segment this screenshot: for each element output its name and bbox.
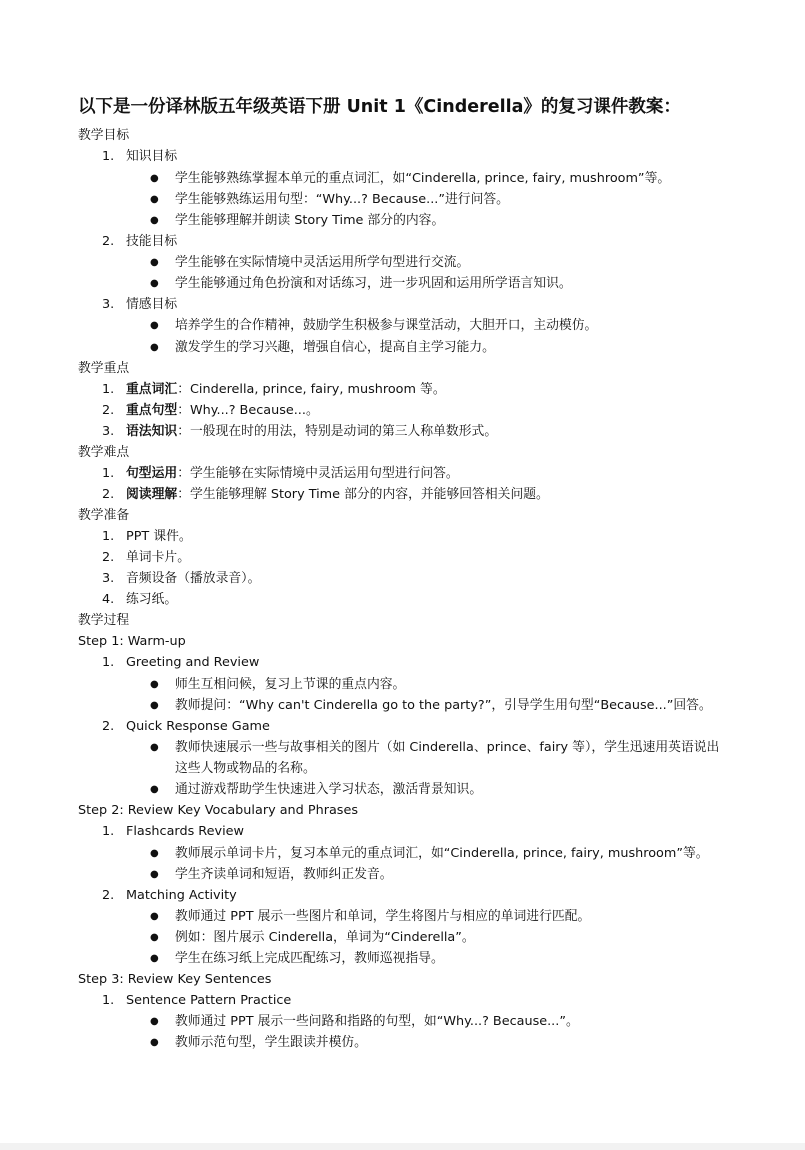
list-number: 1. [102, 466, 115, 481]
list-item-text: ：学生能够理解 Story Time 部分的内容，并能够回答相关问题。 [177, 487, 549, 502]
bullet-icon: ● [150, 215, 159, 226]
list-number: 3. [102, 424, 115, 439]
list-item [126, 381, 446, 398]
list-item-label: 重点词汇 [126, 382, 178, 397]
bullet-text: 师生互相问候，复习上节课的重点内容。 [175, 677, 406, 692]
list-item [126, 423, 497, 440]
bullet-icon: ● [150, 278, 159, 289]
bullet-text: 教师快速展示一些与故事相关的图片（如 Cinderella、prince、fairy 等），学生迅速用英语说出这些人物或物品的名称。 [175, 740, 720, 776]
bullet-icon: ● [150, 1016, 159, 1027]
list-item [126, 486, 549, 503]
list-item-text: 单词卡片。 [126, 550, 190, 565]
list-item-text: 练习纸。 [126, 592, 178, 607]
list-item-label: 语法知识 [126, 424, 178, 439]
bullet-icon: ● [150, 1037, 159, 1048]
list-item-text: ：Why...? Because...。 [177, 403, 319, 418]
section-heading-key-points: 教学重点 [78, 361, 130, 376]
section-heading-objectives: 教学目标 [78, 128, 130, 143]
bullet-text: 学生能够熟练运用句型：“Why...? Because...”进行问答。 [175, 192, 509, 207]
list-number: 4. [102, 592, 115, 607]
bullet-text: 例如：图片展示 Cinderella，单词为“Cinderella”。 [175, 930, 475, 945]
list-item-label: 技能目标 [126, 234, 178, 249]
bullet-text: 学生能够在实际情境中灵活运用所学句型进行交流。 [175, 255, 470, 270]
bullet-icon: ● [150, 742, 159, 753]
section-heading-preparation: 教学准备 [78, 508, 130, 523]
list-number: 1. [102, 824, 115, 839]
bullet-icon: ● [150, 320, 159, 331]
bullet-text: 教师展示单词卡片，复习本单元的重点词汇，如“Cinderella, prince, fairy, mushroom”等。 [175, 846, 709, 861]
section-heading-process: 教学过程 [78, 613, 130, 628]
section-heading-difficulties: 教学难点 [78, 445, 130, 460]
list-number: 1. [102, 655, 115, 670]
list-number: 1. [102, 993, 115, 1008]
list-number: 1. [102, 529, 115, 544]
list-number: 2. [102, 719, 115, 734]
list-number: 1. [102, 382, 115, 397]
bullet-icon: ● [150, 911, 159, 922]
bullet-icon: ● [150, 848, 159, 859]
list-item-text: ：Cinderella, prince, fairy, mushroom 等。 [177, 382, 446, 397]
list-number: 2. [102, 550, 115, 565]
list-item [126, 402, 319, 419]
bullet-text: 学生能够通过角色扮演和对话练习，进一步巩固和运用所学语言知识。 [175, 276, 572, 291]
list-number: 2. [102, 888, 115, 903]
list-item-label: Flashcards Review [126, 824, 244, 839]
bullet-text: 通过游戏帮助学生快速进入学习状态，激活背景知识。 [175, 782, 483, 797]
bullet-text: 教师通过 PPT 展示一些图片和单词，学生将图片与相应的单词进行匹配。 [175, 909, 591, 924]
bullet-text: 培养学生的合作精神，鼓励学生积极参与课堂活动，大胆开口，主动模仿。 [175, 318, 598, 333]
bullet-text: 学生能够熟练掌握本单元的重点词汇，如“Cinderella, prince, fairy, mushroom”等。 [175, 171, 671, 186]
bullet-text: 学生在练习纸上完成匹配练习，教师巡视指导。 [175, 951, 444, 966]
bullet-icon: ● [150, 679, 159, 690]
bullet-icon: ● [150, 257, 159, 268]
bullet-icon: ● [150, 869, 159, 880]
page-title: 以下是一份译林版五年级英语下册 Unit 1《Cinderella》的复习课件教案： [78, 97, 681, 117]
bullet-icon: ● [150, 173, 159, 184]
bullet-icon: ● [150, 953, 159, 964]
list-item-label: 知识目标 [126, 149, 178, 164]
list-item-text: PPT 课件。 [126, 529, 192, 544]
bullet-text: 激发学生的学习兴趣，增强自信心，提高自主学习能力。 [175, 340, 495, 355]
list-item-label: Sentence Pattern Practice [126, 993, 292, 1008]
list-number: 2. [102, 234, 115, 249]
list-item-text: ：一般现在时的用法，特别是动词的第三人称单数形式。 [177, 424, 498, 439]
bullet-text: 学生齐读单词和短语，教师纠正发音。 [175, 867, 393, 882]
list-item-text: 音频设备（播放录音）。 [126, 571, 261, 586]
list-item-text: ：学生能够在实际情境中灵活运用句型进行问答。 [177, 466, 459, 481]
bullet-icon: ● [150, 700, 159, 711]
step-heading: Step 1: Warm-up [78, 634, 186, 649]
bullet-icon: ● [150, 932, 159, 943]
bullet-text: 教师提问：“Why can't Cinderella go to the party?”，引导学生用句型“Because...”回答。 [175, 698, 712, 713]
list-number: 2. [102, 487, 115, 502]
bullet-icon: ● [150, 194, 159, 205]
list-item-label: Greeting and Review [126, 655, 260, 670]
list-item-label: 句型运用 [126, 466, 178, 481]
list-number: 3. [102, 297, 115, 312]
step-heading: Step 2: Review Key Vocabulary and Phrases [78, 803, 358, 818]
list-item-label: 阅读理解 [126, 487, 178, 502]
bullet-text: 学生能够理解并朗读 Story Time 部分的内容。 [175, 213, 445, 228]
list-item-label: Matching Activity [126, 888, 237, 903]
bullet-text: 教师通过 PPT 展示一些问路和指路的句型，如“Why...? Because...”。 [175, 1014, 579, 1029]
list-item-label: 重点句型 [126, 403, 178, 418]
list-item-label: Quick Response Game [126, 719, 270, 734]
list-number: 3. [102, 571, 115, 586]
bullet-text: 教师示范句型，学生跟读并模仿。 [175, 1035, 367, 1050]
bullet-icon: ● [150, 342, 159, 353]
list-item-label: 情感目标 [126, 297, 178, 312]
bullet-icon: ● [150, 784, 159, 795]
list-item [126, 465, 459, 482]
list-number: 1. [102, 149, 115, 164]
step-heading: Step 3: Review Key Sentences [78, 972, 272, 987]
list-number: 2. [102, 403, 115, 418]
